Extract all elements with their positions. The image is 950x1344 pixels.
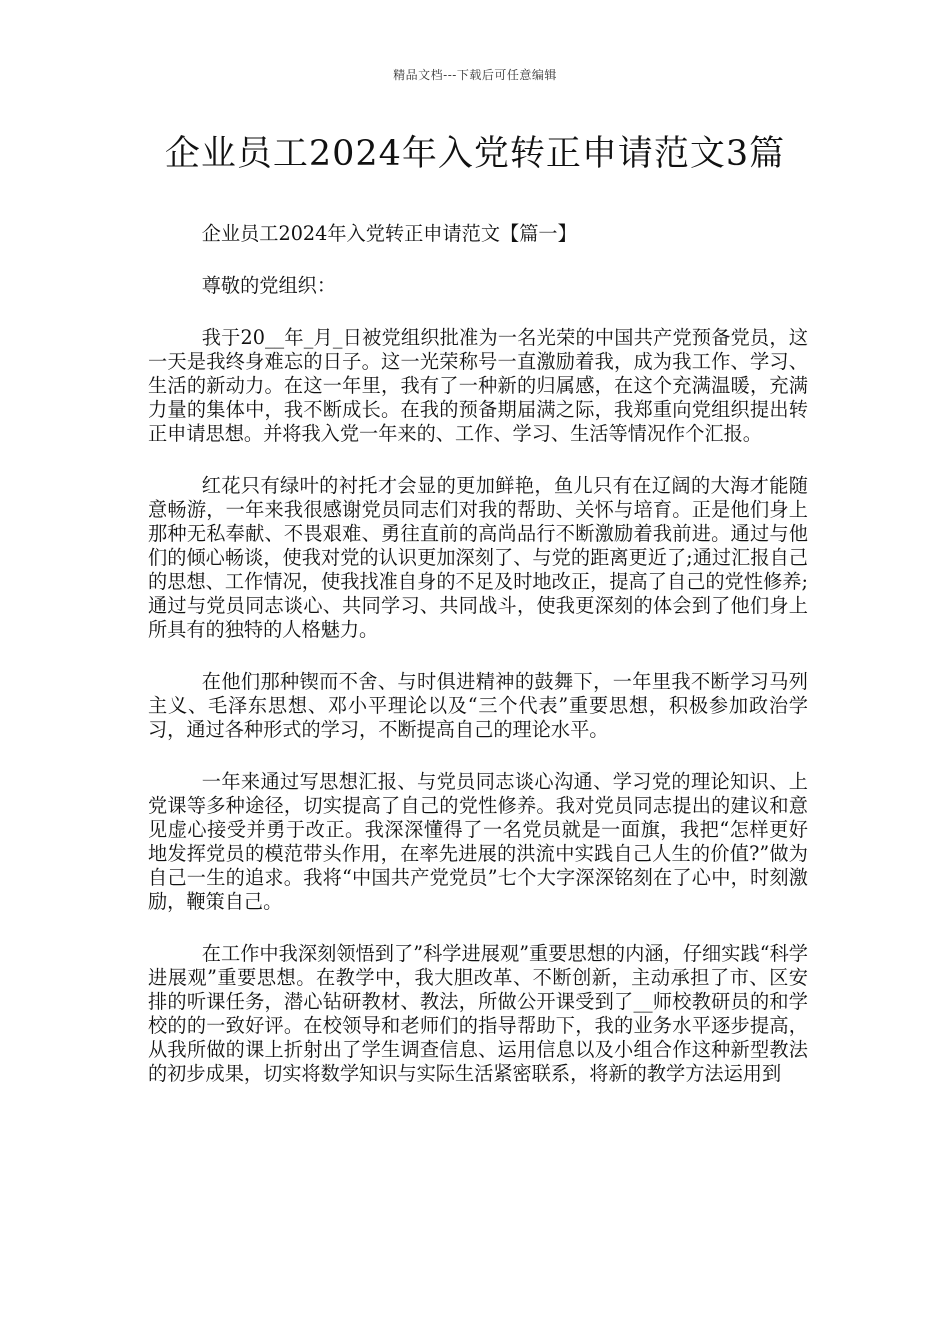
document-body: [148, 222, 808, 1114]
paragraph: 一年来通过写思想汇报、与党员同志谈心沟通、学习党的理论知识、上党课等多种途径，切实提高了自己的党性修养。我对党员同志提出的建议和意见虚心接受并勇于改正。我深深懂得了一名党员就是一面旗，我把“怎样更好地发挥党员的模范带头作用，在率先进展的洪流中实践自己人生的价值?”做为自己一生的追求。我将“中国共产党党员”七个大字深深铭刻在了心中，时刻激励，鞭策自己。: [148, 770, 808, 913]
paragraph: 在工作中我深刻领悟到了”科学进展观”重要思想的内涵，仔细实践“科学进展观”重要思想。在教学中，我大胆改革、不断创新，主动承担了市、区安排的听课任务，潜心钻研教材、教法，所做公开课受到了__师校教研员的和学校的的一致好评。在校领导和老师们的指导帮助下，我的业务水平逐步提高，从我所做的课上折射出了学生调查信息、运用信息以及小组合作这种新型教法的初步成果，切实将数学知识与实际生活紧密联系，将新的教学方法运用到: [148, 942, 808, 1085]
paragraph: 我于20__年_月_日被党组织批准为一名光荣的中国共产党预备党员，这一天是我终身难忘的日子。这一光荣称号一直激励着我，成为我工作、学习、生活的新动力。在这一年里，我有了一种新的归属感，在这个充满温暖，充满力量的集体中，我不断成长。在我的预备期届满之际，我郑重向党组织提出转正申请思想。并将我入党一年来的、工作、学习、生活等情况作个汇报。: [148, 326, 808, 445]
paragraph: 在他们那种锲而不舍、与时俱进精神的鼓舞下，一年里我不断学习马列主义、毛泽东思想、邓小平理论以及“三个代表”重要思想，积极参加政治学习，通过各种形式的学习，不断提高自己的理论水平。: [148, 670, 808, 741]
document-title: 企业员工2024年入党转正申请范文3篇: [164, 134, 786, 174]
paragraph: 红花只有绿叶的衬托才会显的更加鲜艳，鱼儿只有在辽阔的大海才能随意畅游，一年来我很感谢党员同志们对我的帮助、关怀与培育。正是他们身上那种无私奉献、不畏艰难、勇往直前的高尚品行不断激励着我前进。通过与他们的倾心畅谈，使我对党的认识更加深刻了、与党的距离更近了;通过汇报自己的思想、工作情况，使我找准自身的不足及时地改正，提高了自己的党性修养;通过与党员同志谈心、共同学习、共同战斗，使我更深刻的体会到了他们身上所具有的独特的人格魅力。: [148, 474, 808, 641]
header-note: 精品文档---下载后可任意编辑: [393, 68, 557, 82]
salutation: 尊敬的党组织：: [201, 274, 337, 297]
section-heading: 企业员工2024年入党转正申请范文【篇一】: [201, 222, 577, 245]
